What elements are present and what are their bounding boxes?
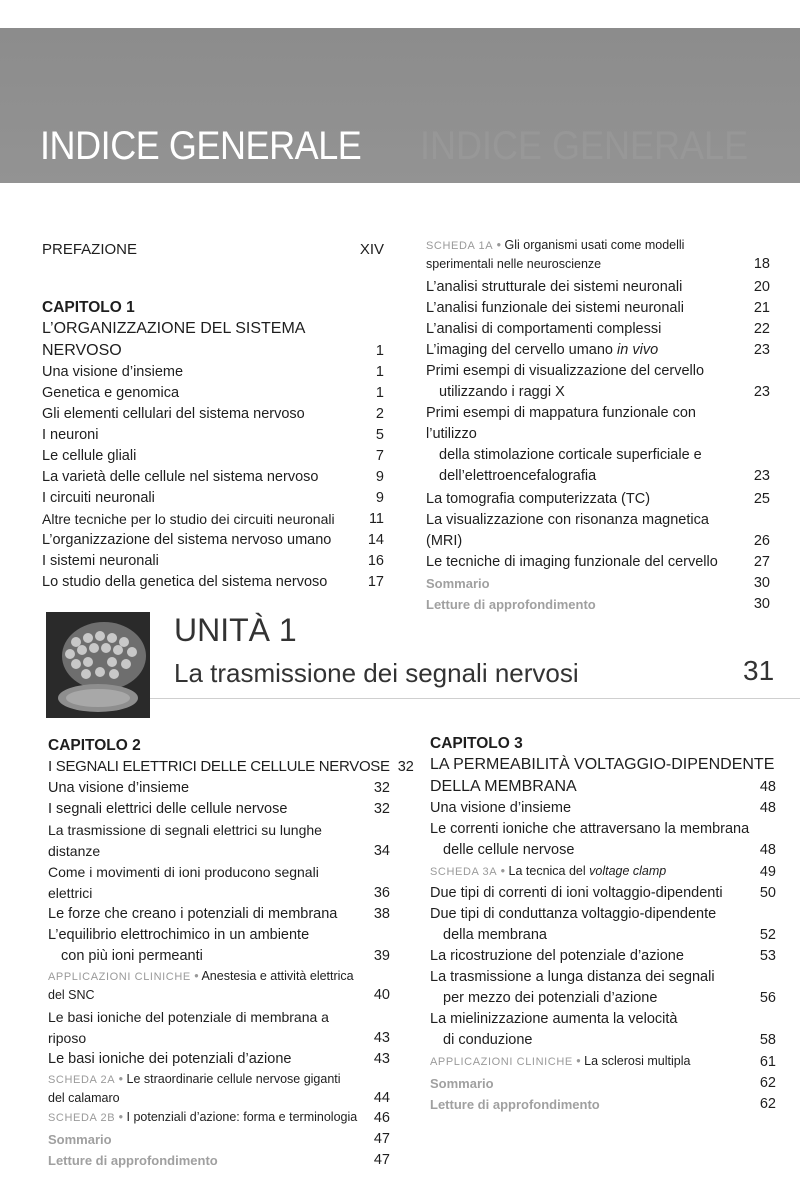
entry-text: Genetica e genomica bbox=[42, 385, 180, 401]
toc-entry[interactable] bbox=[426, 510, 770, 552]
entry-page: 46 bbox=[373, 1110, 390, 1126]
toc-entry[interactable] bbox=[426, 319, 770, 340]
entry-line2: della membrana bbox=[443, 927, 547, 943]
entry-page: 2 bbox=[375, 406, 384, 422]
clinical-label: APPLICAZIONI CLINICHE bbox=[48, 971, 191, 983]
summary-entry[interactable] bbox=[48, 1129, 390, 1150]
entry-line2: per mezzo dei potenziali d’azione bbox=[443, 990, 658, 1006]
entry-text: La tecnica del bbox=[508, 864, 590, 878]
box-3a-label: SCHEDA 3A bbox=[430, 866, 498, 878]
box-1a-entry[interactable]: SCHEDA 1A • Gli organismi usati come modelli sperimentali nelle neuroscienze 18 bbox=[426, 238, 770, 272]
toc-entry[interactable] bbox=[42, 509, 384, 530]
entry-line1: Le correnti ioniche che attraversano la membrana bbox=[430, 821, 750, 837]
entry-page: 39 bbox=[373, 948, 390, 964]
summary-page: 30 bbox=[753, 575, 770, 591]
entry-page: 50 bbox=[759, 885, 776, 901]
entry-text: La tomografia computerizzata (TC) bbox=[426, 491, 651, 507]
entry-page: 21 bbox=[753, 300, 770, 316]
entry-text: Gli elementi cellulari del sistema nervoso bbox=[42, 406, 305, 422]
chapter1-entries bbox=[42, 362, 384, 593]
toc-entry[interactable] bbox=[42, 530, 384, 551]
unit-image bbox=[46, 612, 150, 718]
preface-label: PREFAZIONE bbox=[42, 241, 138, 258]
entry-text: Una visione d’insieme bbox=[42, 364, 184, 380]
summary-label: Sommario bbox=[48, 1132, 112, 1147]
entry-page: 23 bbox=[753, 384, 770, 400]
entry-text: I neuroni bbox=[42, 427, 99, 443]
toc-entry[interactable] bbox=[42, 383, 384, 404]
toc-entry[interactable] bbox=[430, 904, 776, 946]
reading-entry[interactable] bbox=[48, 1150, 390, 1171]
chapter2-title: I SEGNALI ELETTRICI DELLE CELLULE NERVOSE bbox=[48, 758, 390, 775]
entry-line2: di conduzione bbox=[443, 1032, 533, 1048]
entry-page: 26 bbox=[753, 533, 770, 549]
summary-entry[interactable] bbox=[430, 1073, 776, 1094]
box-2a-label: SCHEDA 2A bbox=[48, 1074, 116, 1086]
entry-page: 36 bbox=[373, 885, 390, 901]
entry-page: 49 bbox=[759, 864, 776, 880]
entry-line1: La mielinizzazione aumenta la velocità bbox=[430, 1011, 678, 1027]
toc-entry[interactable] bbox=[430, 819, 776, 861]
entry-page: 52 bbox=[759, 927, 776, 943]
entry-line3: dell’elettroencefalografia bbox=[439, 468, 597, 484]
chapter1-number: CAPITOLO 1 bbox=[42, 299, 135, 316]
entry-text: Come i movimenti di ioni producono segnali elettrici bbox=[48, 864, 319, 901]
unit-subtitle: La trasmissione dei segnali nervosi bbox=[174, 658, 579, 688]
toc-entry[interactable] bbox=[42, 362, 384, 383]
entry-page: 1 bbox=[375, 385, 384, 401]
reading-entry[interactable] bbox=[426, 594, 770, 615]
entry-text: Una visione d’insieme bbox=[48, 780, 190, 796]
toc-entry[interactable] bbox=[42, 488, 384, 509]
entry-line2: delle cellule nervose bbox=[443, 842, 575, 858]
summary-page: 62 bbox=[759, 1075, 776, 1091]
entry-line1: L’equilibrio elettrochimico in un ambiente bbox=[48, 927, 310, 943]
entry-text: L’analisi strutturale dei sistemi neuronali bbox=[426, 279, 683, 295]
box-2b-label: SCHEDA 2B bbox=[48, 1112, 116, 1124]
toc-entry[interactable] bbox=[48, 778, 390, 799]
unit-title: UNITÀ 1 bbox=[174, 612, 297, 648]
chapter3-title-line2: DELLA MEMBRANA bbox=[430, 778, 577, 795]
chapter2-page: 32 bbox=[397, 759, 414, 775]
entry-text: La trasmissione di segnali elettrici su lunghe distanze bbox=[48, 822, 322, 859]
clinical-label: APPLICAZIONI CLINICHE bbox=[430, 1056, 573, 1068]
toc-column-right-bottom bbox=[430, 724, 776, 1115]
entry-page: 1 bbox=[375, 364, 384, 380]
reading-page: 47 bbox=[373, 1152, 390, 1168]
entry-page: 61 bbox=[759, 1054, 776, 1070]
entry-page: 9 bbox=[375, 490, 384, 506]
unit-page: 31 bbox=[743, 655, 775, 686]
toc-entry[interactable] bbox=[42, 572, 384, 593]
toc-entry[interactable] bbox=[42, 467, 384, 488]
entry-page: 22 bbox=[753, 321, 770, 337]
toc-entry[interactable] bbox=[48, 799, 390, 820]
entry-page: 23 bbox=[753, 468, 770, 484]
entry-page: 14 bbox=[367, 532, 384, 548]
entry-page: 58 bbox=[759, 1032, 776, 1048]
entry-page: 32 bbox=[373, 801, 390, 817]
entry-page: 43 bbox=[373, 1051, 390, 1067]
toc-entry[interactable] bbox=[426, 403, 770, 487]
chapter1-title: L’ORGANIZZAZIONE DEL SISTEMA NERVOSO bbox=[42, 320, 305, 359]
entry-page: 53 bbox=[759, 948, 776, 964]
preface-page: XIV bbox=[359, 241, 384, 258]
chapter1-page: 1 bbox=[375, 343, 384, 359]
entry-page: 40 bbox=[373, 987, 390, 1003]
toc-entry[interactable] bbox=[48, 1007, 390, 1049]
entry-text: I circuiti neuronali bbox=[42, 490, 155, 506]
reading-page: 62 bbox=[759, 1096, 776, 1112]
chapter3-number: CAPITOLO 3 bbox=[430, 735, 523, 752]
entry-line2: del calamaro bbox=[48, 1091, 120, 1105]
box-1a-label: SCHEDA 1A bbox=[426, 240, 494, 252]
entry-page: 43 bbox=[373, 1030, 390, 1046]
toc-entry[interactable] bbox=[430, 883, 776, 904]
entry-text: I segnali elettrici delle cellule nervose bbox=[48, 801, 288, 817]
preface-entry[interactable] bbox=[42, 240, 384, 260]
entry-page: 9 bbox=[375, 469, 384, 485]
summary-label: Sommario bbox=[426, 576, 490, 591]
entry-page: 16 bbox=[367, 553, 384, 569]
box-1a-line1: Gli organismi usati come modelli bbox=[504, 238, 685, 252]
box-2a-entry[interactable]: SCHEDA 2A • Le straordinarie cellule nervose giganti del calamaro 44 bbox=[48, 1072, 390, 1106]
page-title: INDICE GENERALE bbox=[40, 124, 362, 168]
toc-column-left-bottom bbox=[48, 726, 414, 1171]
reading-page: 30 bbox=[753, 596, 770, 612]
unit-divider bbox=[150, 698, 800, 699]
entry-italic: voltage clamp bbox=[589, 864, 667, 878]
toc-column-right-top bbox=[426, 236, 770, 615]
toc-entry[interactable] bbox=[42, 425, 384, 446]
entry-text: La varietà delle cellule nel sistema nervoso bbox=[42, 469, 319, 485]
entry-page: 23 bbox=[753, 342, 770, 358]
toc-entry[interactable] bbox=[430, 967, 776, 1009]
entry-page: 7 bbox=[375, 448, 384, 464]
entry-line1: La trasmissione a lunga distanza dei segnali bbox=[430, 969, 715, 985]
summary-entry[interactable] bbox=[426, 573, 770, 594]
entry-page: 27 bbox=[753, 554, 770, 570]
toc-entry[interactable] bbox=[42, 404, 384, 425]
entry-text: Due tipi di correnti di ioni voltaggio-dipendenti bbox=[430, 885, 723, 901]
entry-text: Le basi ioniche del potenziale di membrana a riposo bbox=[48, 1009, 329, 1046]
toc-entry[interactable] bbox=[48, 925, 390, 967]
reading-label: Letture di approfondimento bbox=[426, 597, 596, 612]
entry-line1: Anestesia e attività elettrica bbox=[201, 969, 354, 983]
clinical-application-entry[interactable]: APPLICAZIONI CLINICHE • Anestesia e attività elettrica del SNC 40 bbox=[48, 969, 390, 1003]
microscopy-image-icon bbox=[46, 612, 150, 718]
toc-entry[interactable] bbox=[48, 1049, 390, 1070]
toc-column-left-top bbox=[42, 240, 384, 593]
header-ghost-title: INDICE GENERALE bbox=[420, 124, 749, 168]
reading-label: Letture di approfondimento bbox=[430, 1097, 600, 1112]
clinical-application-entry[interactable]: APPLICAZIONI CLINICHE • La sclerosi multipla 61 bbox=[430, 1051, 776, 1073]
entry-line1: Due tipi di conduttanza voltaggio-dipendente bbox=[430, 906, 717, 922]
entry-text: Le cellule gliali bbox=[42, 448, 137, 464]
toc-entry[interactable] bbox=[430, 946, 776, 967]
entry-text: L’analisi di comportamenti complessi bbox=[426, 321, 662, 337]
toc-entry[interactable] bbox=[430, 1009, 776, 1051]
entry-text: Le forze che creano i potenziali di membrana bbox=[48, 906, 338, 922]
box-1a-line2: sperimentali nelle neuroscienze bbox=[426, 257, 602, 271]
entry-italic: in vivo bbox=[617, 342, 659, 358]
entry-text: La ricostruzione del potenziale d’azione bbox=[430, 948, 684, 964]
summary-label: Sommario bbox=[430, 1076, 494, 1091]
entry-text: Lo studio della genetica del sistema nervoso bbox=[42, 574, 328, 590]
entry-line1: Primi esempi di mappatura funzionale con l’utilizzo bbox=[426, 405, 696, 442]
chapter2-number: CAPITOLO 2 bbox=[48, 737, 141, 754]
toc-entry[interactable] bbox=[48, 820, 390, 862]
box-3a-entry[interactable]: SCHEDA 3A • La tecnica del voltage clamp 49 bbox=[430, 861, 776, 883]
entry-text: L’analisi funzionale dei sistemi neuronali bbox=[426, 300, 684, 316]
entry-text: L’organizzazione del sistema nervoso umano bbox=[42, 532, 332, 548]
entry-line2: utilizzando i raggi X bbox=[439, 384, 565, 400]
chapter3-title-entry[interactable] bbox=[430, 776, 776, 798]
chapter1-title-entry[interactable] bbox=[42, 318, 384, 362]
entry-text: La visualizzazione con risonanza magnetica (MRI) bbox=[426, 512, 709, 549]
entry-page: 34 bbox=[373, 843, 390, 859]
summary-page: 47 bbox=[373, 1131, 390, 1147]
entry-page: 48 bbox=[759, 800, 776, 816]
toc-entry[interactable] bbox=[48, 862, 390, 904]
entry-line2: della stimolazione corticale superficiale e bbox=[439, 447, 702, 463]
entry-page: 48 bbox=[759, 842, 776, 858]
entry-line2: del SNC bbox=[48, 988, 95, 1002]
entry-page: 32 bbox=[373, 780, 390, 796]
box-2b-entry[interactable]: SCHEDA 2B • I potenziali d’azione: forma e terminologia 46 bbox=[48, 1107, 390, 1129]
entry-line1: I potenziali d’azione: forma e terminologia bbox=[126, 1110, 358, 1124]
reading-label: Letture di approfondimento bbox=[48, 1153, 218, 1168]
chapter2-title-entry[interactable] bbox=[48, 756, 414, 778]
toc-entry[interactable] bbox=[426, 361, 770, 403]
chapter3-title-line1: LA PERMEABILITÀ VOLTAGGIO-DIPENDENTE bbox=[430, 756, 775, 773]
entry-page: 25 bbox=[753, 491, 770, 507]
toc-entry[interactable] bbox=[42, 446, 384, 467]
entry-line1: La sclerosi multipla bbox=[584, 1054, 691, 1068]
entry-line2: con più ioni permeanti bbox=[61, 948, 203, 964]
entry-text: Una visione d’insieme bbox=[430, 800, 572, 816]
toc-entry[interactable] bbox=[42, 551, 384, 572]
box-1a-page: 18 bbox=[753, 256, 770, 272]
entry-line1: Primi esempi di visualizzazione del cervello bbox=[426, 363, 705, 379]
toc-entry[interactable] bbox=[426, 340, 770, 361]
entry-page: 38 bbox=[373, 906, 390, 922]
toc-entry[interactable] bbox=[426, 489, 770, 510]
toc-entry[interactable] bbox=[48, 904, 390, 925]
toc-entry[interactable] bbox=[426, 277, 770, 298]
toc-entry[interactable] bbox=[426, 298, 770, 319]
chapter3-page: 48 bbox=[759, 779, 776, 795]
entry-text: I sistemi neuronali bbox=[42, 553, 159, 569]
toc-entry[interactable] bbox=[430, 798, 776, 819]
entry-text: L’imaging del cervello umano bbox=[426, 342, 618, 358]
entry-line1: Le straordinarie cellule nervose giganti bbox=[126, 1072, 341, 1086]
entry-page: 17 bbox=[367, 574, 384, 590]
entry-page: 20 bbox=[753, 279, 770, 295]
reading-entry[interactable] bbox=[430, 1094, 776, 1115]
entry-page: 44 bbox=[373, 1090, 390, 1106]
entry-page: 11 bbox=[368, 511, 384, 527]
entry-text: Altre tecniche per lo studio dei circuiti neuronali bbox=[42, 511, 335, 527]
entry-page: 56 bbox=[759, 990, 776, 1006]
entry-text: Le tecniche di imaging funzionale del cervello bbox=[426, 554, 718, 570]
toc-entry[interactable] bbox=[426, 552, 770, 573]
entry-text: Le basi ioniche dei potenziali d’azione bbox=[48, 1051, 292, 1067]
entry-page: 5 bbox=[375, 427, 384, 443]
